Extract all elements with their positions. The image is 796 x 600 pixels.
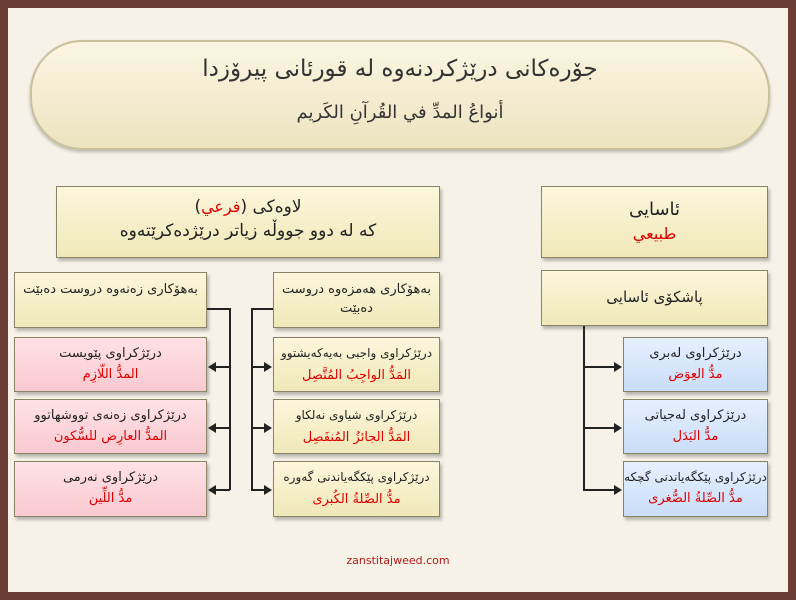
item-ku: درێژکراوی پێویست — [59, 346, 162, 361]
item-ku: درێژکراوی واجبی بەیەکەیشتوو — [280, 346, 433, 360]
secondary-description: کە لە دوو جووڵە زیاتر درێژدەکرێتەوە — [119, 221, 377, 241]
sukun-item-2 — [14, 399, 207, 454]
hamza-item-3 — [273, 461, 440, 517]
arrow-icon — [208, 423, 216, 433]
hamza-connector-1 — [251, 366, 265, 368]
natural-item-2 — [623, 399, 768, 454]
arrow-icon — [264, 423, 272, 433]
secondary-heading: لاوەکی (فرعي) — [194, 197, 302, 217]
hamza-group-label: بەهۆکاری هەمزەوە دروست دەبێت — [282, 282, 431, 316]
hamza-item-1 — [273, 337, 440, 392]
natural-label-ar: طبيعي — [632, 224, 677, 243]
item-ar: المَدُّ الجائزُ المُنفَصِل — [302, 430, 411, 445]
sukun-trunk-line — [229, 308, 231, 490]
natural-trunk-line — [583, 326, 585, 490]
item-ar: مدُّ العِوَض — [668, 367, 723, 382]
title-banner — [30, 40, 770, 150]
natural-connector-1 — [583, 366, 615, 368]
hamza-item-2 — [273, 399, 440, 454]
item-ku: درێژکراوی پێکگەیاندنی گەورە — [283, 470, 430, 484]
arrow-icon — [264, 362, 272, 372]
secondary-label-ar: فرعي — [201, 197, 241, 216]
site-footer-link[interactable]: zanstitajweed.com — [346, 554, 450, 567]
natural-sub-label: پاشکۆی ئاسایی — [606, 288, 703, 306]
sukun-group-label: بەهۆکاری زەنەوە دروست دەبێت — [23, 282, 198, 297]
item-ku: درێژکراوی لەبری — [649, 346, 742, 361]
item-ar: مدُّ الصِّلةُ الكُبرى — [312, 492, 401, 507]
arrow-icon — [614, 362, 622, 372]
sukun-item-1 — [14, 337, 207, 392]
hamza-bracket-top — [251, 308, 273, 310]
secondary-label-ku: لاوەکی — [252, 197, 302, 217]
sukun-bracket-top — [207, 308, 229, 310]
arrow-icon — [614, 423, 622, 433]
item-ar: المَدُّ الواجِبُ المُتَّصِل — [301, 368, 411, 383]
hamza-group-box — [273, 272, 440, 328]
title-kurdish: جۆرەکانی درێژکردنەوە لە قورئانی پیرۆزدا — [202, 56, 598, 82]
title-arabic: أنواعُ المدِّ في القُرآنِ الكَريم — [296, 102, 504, 123]
sukun-connector-3 — [216, 489, 230, 491]
item-ku: درێژکراوی لەجیاتی — [644, 408, 747, 423]
arrow-icon — [614, 485, 622, 495]
hamza-connector-3 — [251, 489, 265, 491]
natural-sub-box — [541, 270, 768, 326]
natural-connector-3 — [583, 489, 615, 491]
item-ar: مدُّ البَدَل — [672, 429, 719, 444]
arrow-icon — [208, 362, 216, 372]
sukun-connector-1 — [216, 366, 230, 368]
secondary-box — [56, 186, 440, 258]
sukun-item-3 — [14, 461, 207, 517]
natural-item-1 — [623, 337, 768, 392]
item-ar: المدُّ اللّازِم — [82, 367, 139, 382]
natural-label-ku: ئاسایی — [628, 199, 681, 220]
item-ku: درێژکراوی پێکگەیاندنی گچکە — [624, 470, 767, 484]
sukun-connector-2 — [216, 427, 230, 429]
arrow-icon — [264, 485, 272, 495]
natural-box — [541, 186, 768, 258]
item-ar: مدُّ الصِّلةُ الصُّغرى — [648, 491, 743, 506]
item-ku: درێژکراوی زەنەی تووشهاتوو — [34, 408, 187, 423]
item-ar: المدُّ العارِض للسُّكون — [53, 429, 168, 444]
hamza-trunk-line — [251, 308, 253, 490]
natural-connector-2 — [583, 427, 615, 429]
natural-item-3 — [623, 461, 768, 517]
hamza-connector-2 — [251, 427, 265, 429]
sukun-group-box — [14, 272, 207, 328]
item-ku: درێژکراوی شیاوی نەلکاو — [295, 408, 418, 422]
arrow-icon — [208, 485, 216, 495]
item-ar: مدُّ اللِّين — [88, 491, 133, 506]
item-ku: درێژکراوی نەرمی — [62, 470, 159, 485]
